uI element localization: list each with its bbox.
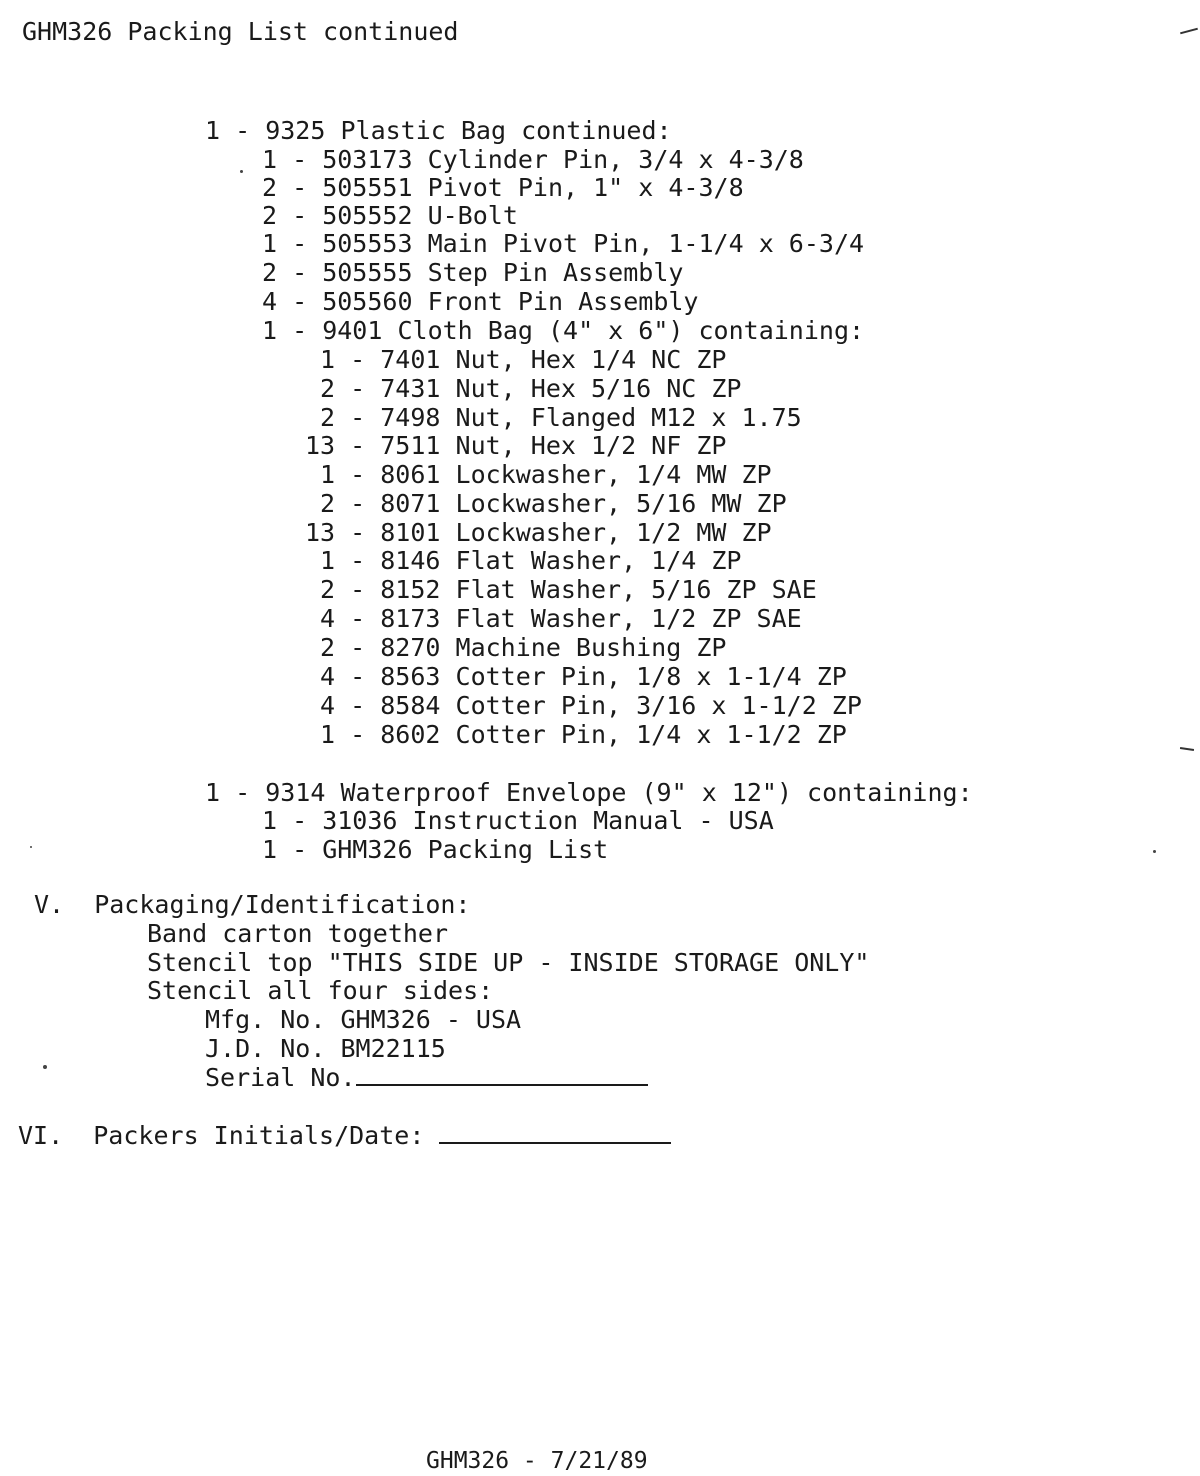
list-item: 2 - 8071 Lockwasher, 5/16 MW ZP bbox=[305, 489, 787, 518]
scan-speck bbox=[240, 170, 243, 173]
scan-speck bbox=[30, 846, 32, 848]
list-item: 1 - 7401 Nut, Hex 1/4 NC ZP bbox=[305, 345, 727, 374]
list-item: 4 - 505560 Front Pin Assembly bbox=[262, 287, 699, 316]
list-item: 1 - 8061 Lockwasher, 1/4 MW ZP bbox=[305, 460, 772, 489]
page-footer: GHM326 - 7/21/89 bbox=[426, 1448, 648, 1474]
scan-speck bbox=[43, 1065, 47, 1069]
list-item: 2 - 505555 Step Pin Assembly bbox=[262, 258, 684, 287]
stencil-line: J.D. No. BM22115 bbox=[205, 1034, 446, 1063]
scan-speck bbox=[1153, 850, 1156, 853]
page-title: GHM326 Packing List continued bbox=[22, 17, 459, 46]
list-item: 4 - 8584 Cotter Pin, 3/16 x 1-1/2 ZP bbox=[305, 691, 862, 720]
envelope-heading: 1 - 9314 Waterproof Envelope (9" x 12") containing: bbox=[205, 778, 973, 807]
initials-date-blank[interactable] bbox=[439, 1122, 671, 1144]
serial-line bbox=[205, 1064, 648, 1092]
list-item: 2 - 505552 U-Bolt bbox=[262, 201, 518, 230]
section-v-heading: V. Packaging/Identification: bbox=[34, 890, 471, 919]
instruction-line: Band carton together bbox=[147, 919, 449, 948]
list-item: 2 - 8270 Machine Bushing ZP bbox=[305, 633, 727, 662]
list-item: 4 - 8563 Cotter Pin, 1/8 x 1-1/4 ZP bbox=[305, 662, 847, 691]
section-vi-line bbox=[18, 1122, 671, 1150]
list-item: 1 - 505553 Main Pivot Pin, 1-1/4 x 6-3/4 bbox=[262, 229, 865, 258]
serial-blank[interactable] bbox=[356, 1064, 648, 1086]
list-item: 13 - 8101 Lockwasher, 1/2 MW ZP bbox=[305, 518, 772, 547]
serial-label: Serial No. bbox=[205, 1063, 356, 1092]
plastic-bag-heading: 1 - 9325 Plastic Bag continued: bbox=[205, 116, 672, 145]
scan-mark bbox=[1180, 747, 1194, 751]
list-item: 1 - 9401 Cloth Bag (4" x 6") containing: bbox=[262, 316, 865, 345]
instruction-line: Stencil top "THIS SIDE UP - INSIDE STORAGE ONLY" bbox=[147, 948, 870, 977]
section-vi-heading: VI. Packers Initials/Date: bbox=[18, 1121, 425, 1150]
list-item: 2 - 8152 Flat Washer, 5/16 ZP SAE bbox=[305, 575, 817, 604]
list-item: 2 - 7431 Nut, Hex 5/16 NC ZP bbox=[305, 374, 742, 403]
stencil-line: Mfg. No. GHM326 - USA bbox=[205, 1005, 522, 1034]
scan-mark bbox=[1180, 28, 1198, 35]
list-item: 13 - 7511 Nut, Hex 1/2 NF ZP bbox=[305, 431, 727, 460]
list-item: 1 - 8146 Flat Washer, 1/4 ZP bbox=[305, 546, 742, 575]
list-item: 4 - 8173 Flat Washer, 1/2 ZP SAE bbox=[305, 604, 802, 633]
list-item: 1 - 31036 Instruction Manual - USA bbox=[262, 806, 774, 835]
list-item: 2 - 7498 Nut, Flanged M12 x 1.75 bbox=[305, 403, 802, 432]
instruction-line: Stencil all four sides: bbox=[147, 976, 494, 1005]
list-item: 1 - 8602 Cotter Pin, 1/4 x 1-1/2 ZP bbox=[305, 720, 847, 749]
list-item: 1 - GHM326 Packing List bbox=[262, 835, 609, 864]
list-item: 1 - 503173 Cylinder Pin, 3/4 x 4-3/8 bbox=[262, 145, 804, 174]
list-item: 2 - 505551 Pivot Pin, 1" x 4-3/8 bbox=[262, 173, 744, 202]
